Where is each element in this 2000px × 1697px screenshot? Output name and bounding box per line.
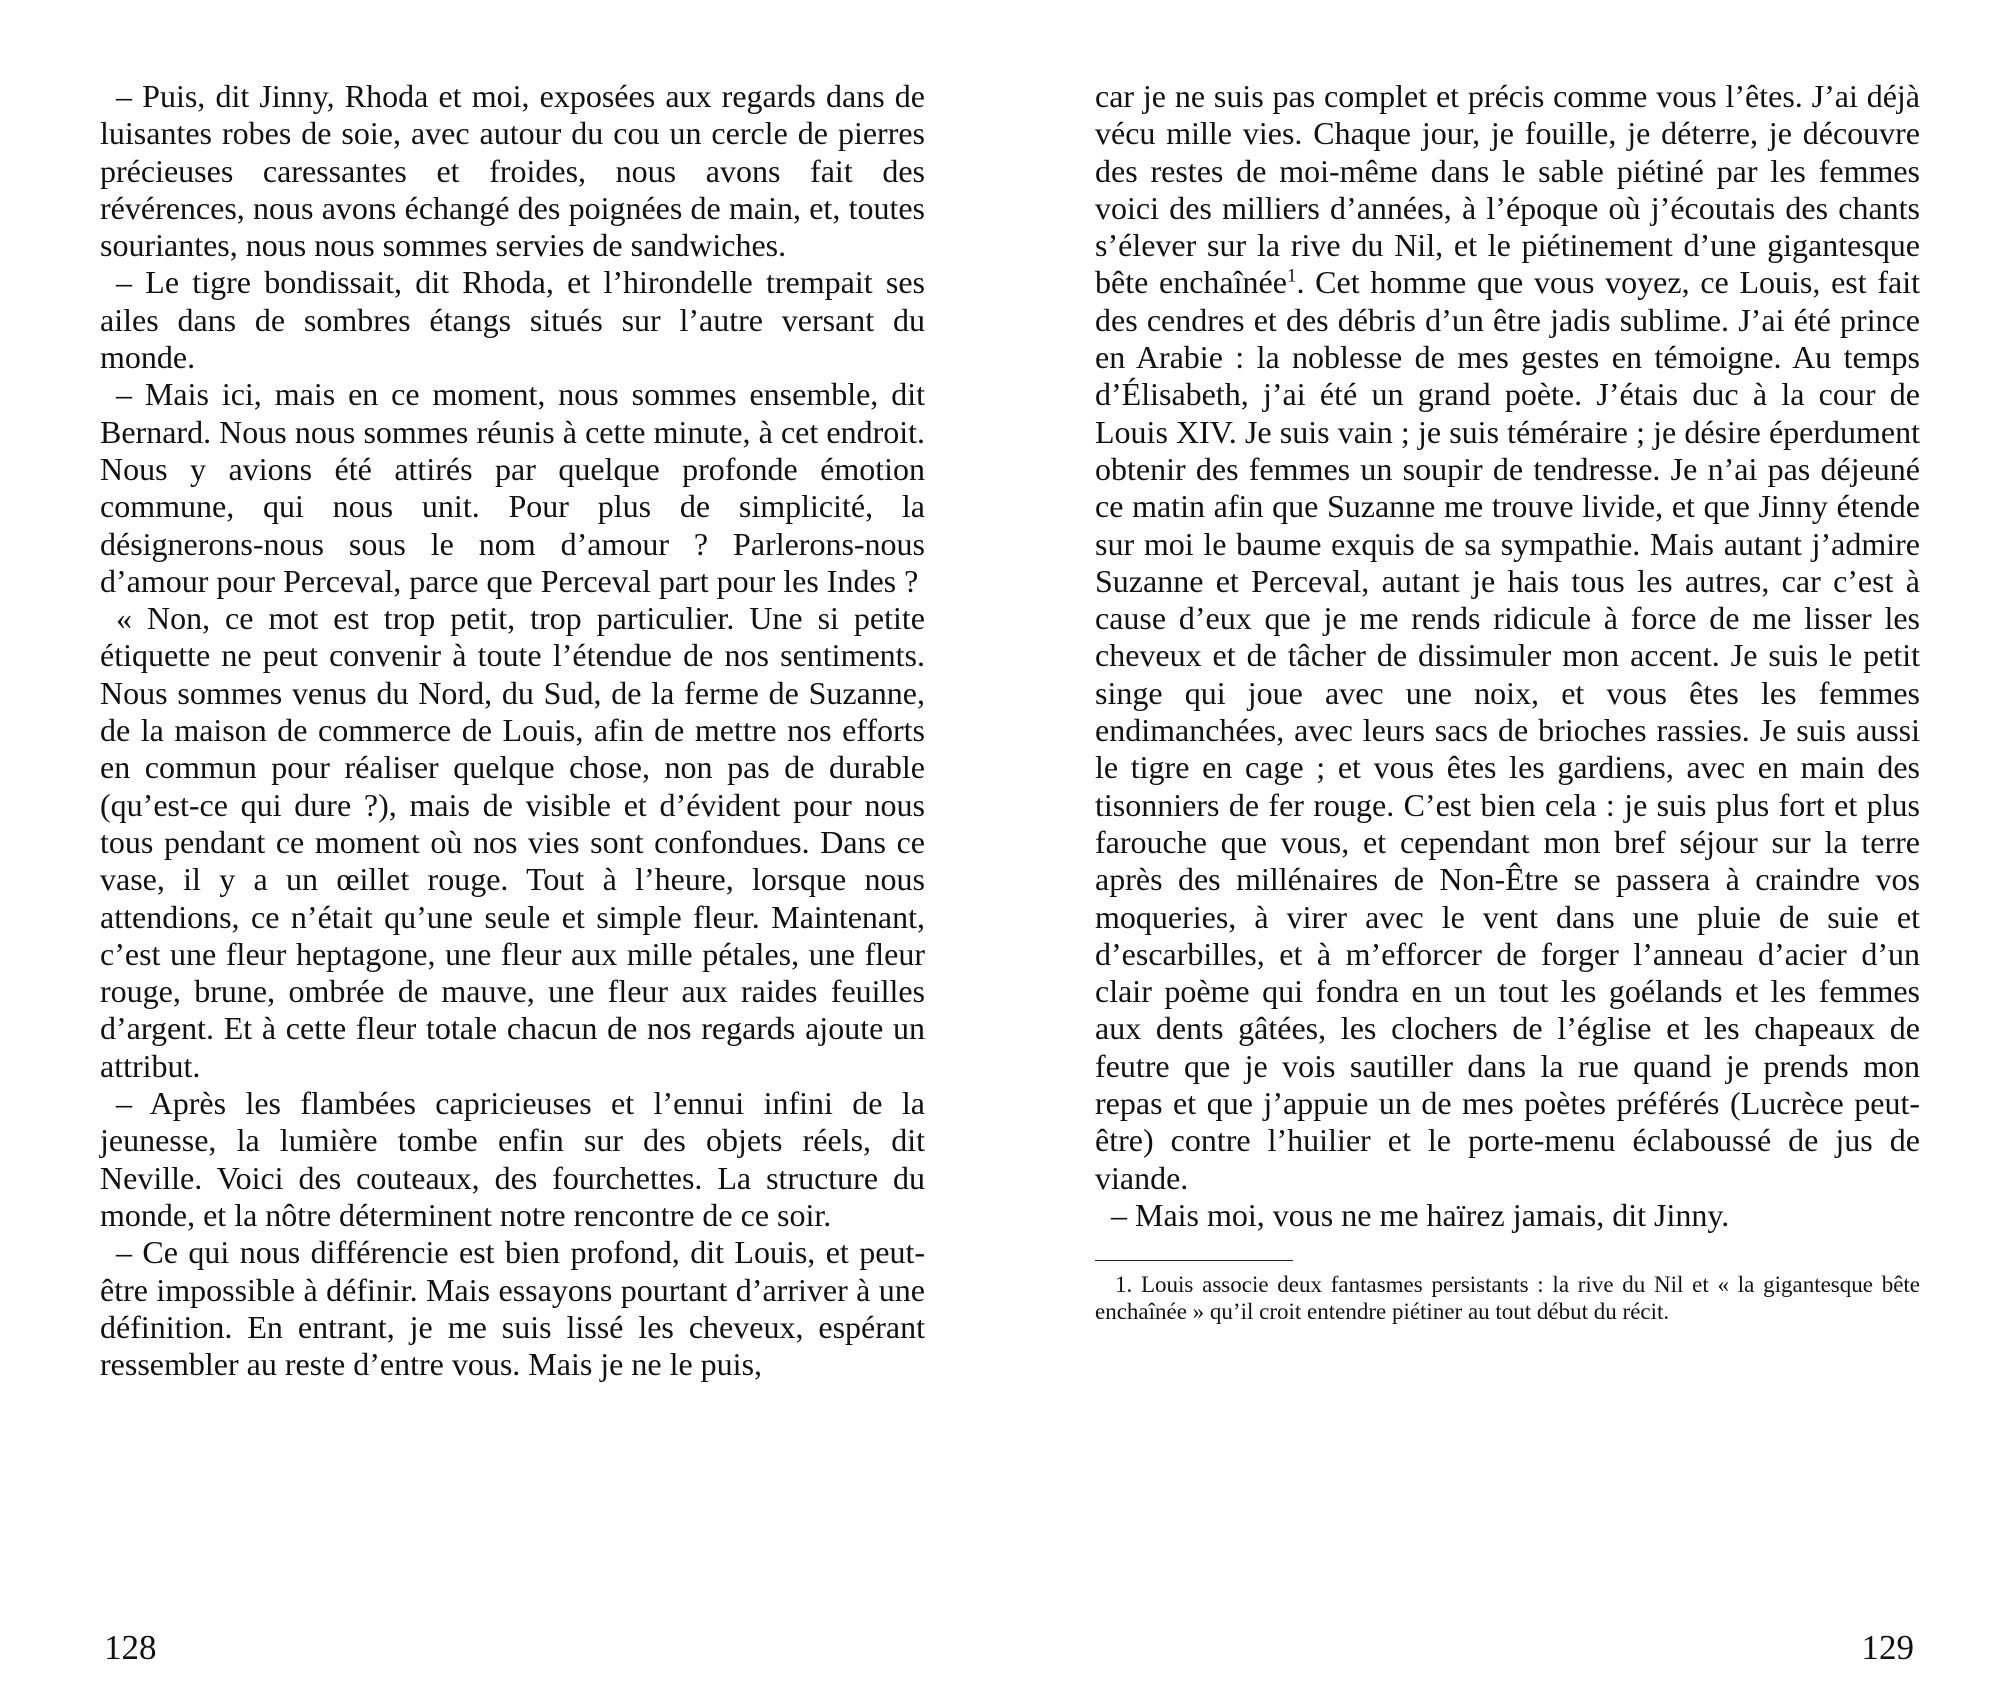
paragraph-bernard-continued: « Non, ce mot est trop petit, trop particulier. Une si petite étiquette ne peut convenir à toute l’étendue de nos sentiments. Nous sommes venus du Nord, du Sud, de la ferme de Suzanne, de la maison de commerce de Louis, afin de mettre nos efforts en commun pour réaliser quelque chose, non pas de durable (qu’est-ce qui dure ?), mais de visible et d’évident pour nous tous pendant ce moment où nos vies sont confondues. Dans ce vase, il y a un œillet rouge. Tout à l’heure, lorsque nous attendions, ce n’était qu’une seule et simple fleur. Maintenant, c’est une fleur heptagone, une fleur aux mille pétales, une fleur rouge, brune, ombrée de mauve, une fleur aux raides feuilles d’argent. Et à cette fleur totale chacun de nos regards ajoute un attribut. xyxy=(100,600,925,1084)
paragraph-bernard: – Mais ici, mais en ce moment, nous sommes ensemble, dit Bernard. Nous nous sommes réunis à cette minute, à cet endroit. Nous y avions été attirés par quelque profonde émotion commune, qui nous unit. Pour plus de simplicité, la désignerons-nous sous le nom d’amour ? Parlerons-nous d’amour pour Perceval, parce que Perceval part pour les Indes ? xyxy=(100,376,925,599)
paragraph-louis: – Ce qui nous différencie est bien profond, dit Louis, et peut-être impossible à définir. Mais essayons pourtant d’arriver à une définition. En entrant, je me suis lissé les cheveux, espérant ressembler au reste d’entre vous. Mais je ne le puis, xyxy=(100,1234,925,1383)
paragraph-rhoda: – Le tigre bondissait, dit Rhoda, et l’hirondelle trempait ses ailes dans de sombres étangs situés sur l’autre versant du monde. xyxy=(100,264,925,376)
right-page-text xyxy=(1095,78,1920,1234)
page-number-right: 129 xyxy=(1861,1628,1914,1667)
left-page xyxy=(100,78,925,1667)
paragraph-jinny-reply: – Mais moi, vous ne me haïrez jamais, dit Jinny. xyxy=(1111,1196,1730,1233)
footnote-divider xyxy=(1095,1260,1293,1261)
paragraph-louis-continued xyxy=(1095,78,1920,1197)
left-page-text xyxy=(100,78,925,1383)
paragraph-jinny: – Puis, dit Jinny, Rhoda et moi, exposées aux regards dans de luisantes robes de soie, avec autour du cou un cercle de pierres précieuses caressantes et froides, nous avons fait des révérences, nous avons échangé des poignées de main, et, toutes souriantes, nous nous sommes servies de sandwiches. xyxy=(100,78,925,264)
paragraph-neville: – Après les flambées capricieuses et l’ennui infini de la jeunesse, la lumière tombe enfin sur des objets réels, dit Neville. Voici des couteaux, des fourchettes. La structure du monde, et la nôtre déterminent notre rencontre de ce soir. xyxy=(100,1085,925,1233)
paragraph-louis-text-before-note: car je ne suis pas complet et précis comme vous l’êtes. J’ai déjà vécu mille vies. Chaque jour, je fouille, je déterre, je découvre des restes de moi-même dans le sable piétiné par les femmes voici des milliers d’années, à l’époque où j’écoutais des chants s’élever sur la rive du Nil, et le piétinement d’une gigantesque bête enchaînée xyxy=(1095,78,1920,301)
footnote-reference: 1 xyxy=(1286,265,1297,287)
right-page xyxy=(1095,78,1921,1667)
page-number-left: 128 xyxy=(104,1628,157,1667)
footnote: 1. Louis associe deux fantasmes persistants : la rive du Nil et « la gigantesque bête enchaînée » qu’il croit entendre piétiner au tout début du récit. xyxy=(1095,1272,1920,1325)
paragraph-louis-text-after-note: . Cet homme que vous voyez, ce Louis, est fait des cendres et des débris d’un être jadis sublime. J’ai été prince en Arabie : la noblesse de mes gestes en témoigne. Au temps d’Élisabeth, j’ai été un grand poète. J’étais duc à la cour de Louis XIV. Je suis vain ; je suis téméraire ; je désire éperdument obtenir des femmes un soupir de tendresse. Je n’ai pas déjeuné ce matin afin que Suzanne me trouve livide, et que Jinny étende sur moi le baume exquis de sa sympathie. Mais autant j’admire Suzanne et Perceval, autant je hais tous les autres, car c’est à cause d’eux que je me rends ridicule à force de me lisser les cheveux et de tâcher de dissimuler mon accent. Je suis le petit singe qui joue avec une noix, et vous êtes les femmes endimanchées, avec leurs sacs de brioches rassies. Je suis aussi le tigre en cage ; et vous êtes les gardiens, avec en main des tisonniers de fer rouge. C’est bien cela : je suis plus fort et plus farouche que vous, et cependant mon bref séjour sur la terre après des millénaires de Non-Être se passera à craindre vos moqueries, à virer avec le vent dans une pluie de suie et d’escarbilles, et à m’efforcer de forger l’anneau d’acier d’un clair poème qui fondra en un tout les goélands et les femmes aux dents gâtées, les clochers de l’église et les chapeaux de feutre que je vois sautiller dans la rue quand je prends mon repas et que j’appuie un de mes poètes préférés (Lucrèce peut-être) contre l’huilier et le porte-menu éclaboussé de jus de viande. xyxy=(1095,264,1921,1196)
